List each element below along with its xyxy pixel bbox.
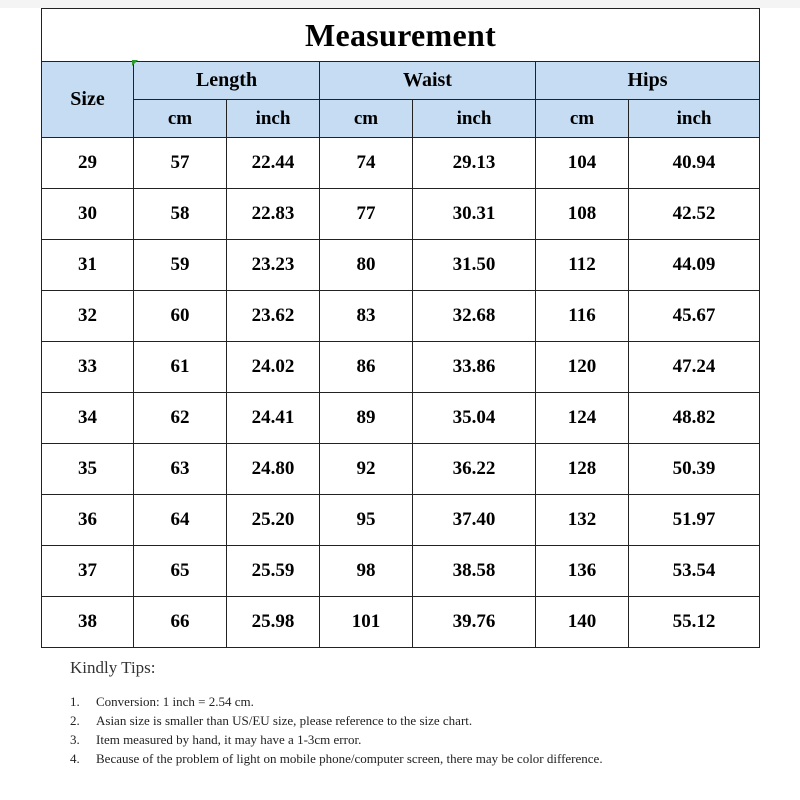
tip-number: 3. [70, 732, 80, 747]
table-row [42, 597, 760, 648]
kindly-tips [70, 658, 690, 768]
hips-cm-cell: 108 [536, 189, 629, 240]
length-header: Length [134, 62, 320, 100]
waist-cm-header: cm [320, 100, 413, 138]
hips-inch-header: inch [629, 100, 760, 138]
hips-inch-cell: 45.67 [629, 291, 760, 342]
length-inch-cell: 23.62 [227, 291, 320, 342]
cell-marker-icon [132, 60, 138, 66]
hips-inch-cell: 40.94 [629, 138, 760, 189]
hips-inch-cell: 44.09 [629, 240, 760, 291]
waist-inch-cell: 35.04 [413, 393, 536, 444]
size-cell: 37 [42, 546, 134, 597]
hips-inch-cell: 48.82 [629, 393, 760, 444]
size-header: Size [42, 62, 134, 138]
hips-cm-cell: 116 [536, 291, 629, 342]
waist-cm-cell: 86 [320, 342, 413, 393]
length-cm-cell: 60 [134, 291, 227, 342]
table-row [42, 189, 760, 240]
waist-cm-cell: 95 [320, 495, 413, 546]
tip-text: Because of the problem of light on mobile phone/computer screen, there may be color difference. [96, 751, 603, 766]
length-cm-cell: 62 [134, 393, 227, 444]
length-inch-cell: 23.23 [227, 240, 320, 291]
hips-inch-cell: 53.54 [629, 546, 760, 597]
length-cm-cell: 64 [134, 495, 227, 546]
table-title: Measurement [42, 9, 760, 62]
waist-inch-cell: 32.68 [413, 291, 536, 342]
hips-inch-cell: 55.12 [629, 597, 760, 648]
size-cell: 38 [42, 597, 134, 648]
length-cm-cell: 59 [134, 240, 227, 291]
tips-list [70, 692, 690, 768]
hips-inch-cell: 42.52 [629, 189, 760, 240]
waist-cm-cell: 74 [320, 138, 413, 189]
tip-number: 4. [70, 751, 80, 766]
table-row [42, 138, 760, 189]
length-cm-cell: 65 [134, 546, 227, 597]
size-cell: 32 [42, 291, 134, 342]
tip-text: Asian size is smaller than US/EU size, please reference to the size chart. [96, 713, 473, 728]
length-inch-cell: 24.80 [227, 444, 320, 495]
table-row [42, 240, 760, 291]
table-row [42, 291, 760, 342]
hips-cm-cell: 132 [536, 495, 629, 546]
hips-cm-cell: 124 [536, 393, 629, 444]
waist-inch-cell: 33.86 [413, 342, 536, 393]
tips-title: Kindly Tips: [70, 658, 156, 677]
hips-cm-cell: 112 [536, 240, 629, 291]
waist-inch-cell: 31.50 [413, 240, 536, 291]
tip-text: Item measured by hand, it may have a 1-3cm error. [96, 732, 362, 747]
hips-cm-cell: 104 [536, 138, 629, 189]
size-cell: 31 [42, 240, 134, 291]
length-cm-cell: 61 [134, 342, 227, 393]
hips-inch-cell: 51.97 [629, 495, 760, 546]
length-inch-cell: 22.83 [227, 189, 320, 240]
waist-header: Waist [320, 62, 536, 100]
top-strip [0, 0, 800, 8]
waist-inch-header: inch [413, 100, 536, 138]
hips-cm-cell: 136 [536, 546, 629, 597]
waist-inch-cell: 36.22 [413, 444, 536, 495]
length-cm-header: cm [134, 100, 227, 138]
hips-inch-cell: 47.24 [629, 342, 760, 393]
tip-item [70, 711, 690, 730]
length-cm-cell: 66 [134, 597, 227, 648]
size-cell: 29 [42, 138, 134, 189]
tip-text: Conversion: 1 inch = 2.54 cm. [96, 694, 254, 709]
hips-cm-cell: 120 [536, 342, 629, 393]
hips-cm-header: cm [536, 100, 629, 138]
size-cell: 33 [42, 342, 134, 393]
waist-cm-cell: 89 [320, 393, 413, 444]
length-cm-cell: 63 [134, 444, 227, 495]
length-inch-cell: 24.41 [227, 393, 320, 444]
hips-cm-cell: 128 [536, 444, 629, 495]
length-inch-cell: 25.59 [227, 546, 320, 597]
tip-item [70, 730, 690, 749]
waist-inch-cell: 39.76 [413, 597, 536, 648]
size-cell: 35 [42, 444, 134, 495]
hips-inch-cell: 50.39 [629, 444, 760, 495]
waist-cm-cell: 77 [320, 189, 413, 240]
length-inch-cell: 25.20 [227, 495, 320, 546]
waist-inch-cell: 38.58 [413, 546, 536, 597]
waist-inch-cell: 37.40 [413, 495, 536, 546]
size-cell: 34 [42, 393, 134, 444]
table-body [42, 138, 760, 648]
tip-number: 1. [70, 694, 80, 709]
table-row [42, 495, 760, 546]
waist-inch-cell: 29.13 [413, 138, 536, 189]
table-row [42, 546, 760, 597]
waist-inch-cell: 30.31 [413, 189, 536, 240]
length-inch-header: inch [227, 100, 320, 138]
waist-cm-cell: 98 [320, 546, 413, 597]
waist-cm-cell: 101 [320, 597, 413, 648]
length-inch-cell: 24.02 [227, 342, 320, 393]
hips-cm-cell: 140 [536, 597, 629, 648]
size-cell: 30 [42, 189, 134, 240]
tip-item [70, 749, 690, 768]
size-cell: 36 [42, 495, 134, 546]
waist-cm-cell: 80 [320, 240, 413, 291]
table-row [42, 342, 760, 393]
length-inch-cell: 22.44 [227, 138, 320, 189]
waist-cm-cell: 83 [320, 291, 413, 342]
size-chart-table [41, 8, 760, 648]
hips-header: Hips [536, 62, 760, 100]
table-row [42, 393, 760, 444]
table-row [42, 444, 760, 495]
length-cm-cell: 57 [134, 138, 227, 189]
tip-item [70, 692, 690, 711]
tip-number: 2. [70, 713, 80, 728]
waist-cm-cell: 92 [320, 444, 413, 495]
length-inch-cell: 25.98 [227, 597, 320, 648]
length-cm-cell: 58 [134, 189, 227, 240]
